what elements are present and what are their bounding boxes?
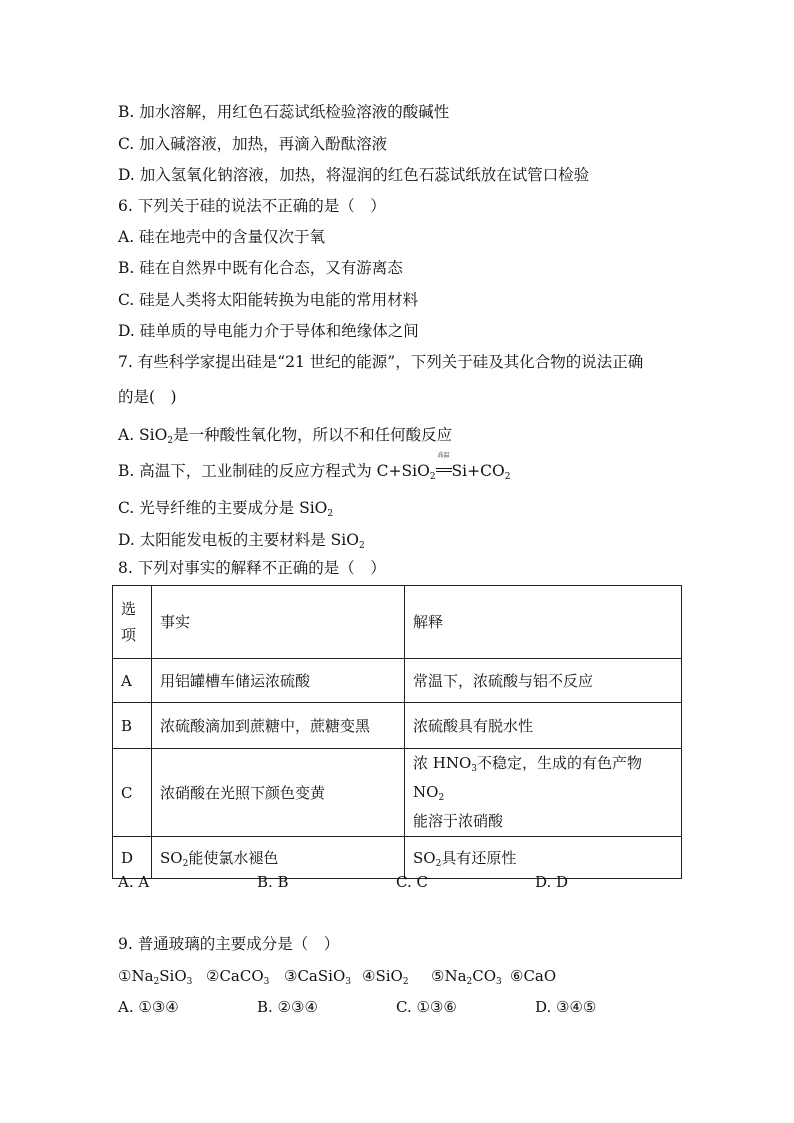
q5-option-d: D. 加入氢氧化钠溶液，加热，将湿润的红色石蕊试纸放在试管口检验 [118, 166, 590, 184]
q9-item-2: ②CaCO$_3$ [206, 967, 270, 987]
table-row [113, 749, 682, 837]
q8-answer-b: B. B [257, 873, 289, 891]
header-fact: 事实 [152, 586, 405, 659]
equals-sign [436, 468, 452, 472]
q9-answer-b: B. ②③④ [257, 998, 318, 1016]
q9-item-4: ④SiO$_2$ [362, 967, 409, 987]
q5-option-c: C. 加入碱溶液，加热，再滴入酚酞溶液 [118, 135, 388, 153]
row-fact: 浓硝酸在光照下颜色变黄 [152, 749, 405, 837]
table-header-row [113, 586, 682, 659]
q9-item-3: ③CaSiO$_3$ [284, 967, 351, 987]
q8-table [112, 585, 682, 879]
q5-option-b: B. 加水溶解，用红色石蕊试纸检验溶液的酸碱性 [118, 103, 450, 121]
q9-answer-a: A. ①③④ [118, 998, 179, 1016]
q6-option-b: B. 硅在自然界中既有化合态，又有游离态 [118, 259, 403, 277]
q9-items [118, 966, 678, 986]
q7-option-c: C. 光导纤维的主要成分是 SiO$_2$ [118, 499, 334, 519]
q8-answers [118, 872, 678, 892]
q6-option-d: D. 硅单质的导电能力介于导体和绝缘体之间 [118, 322, 419, 340]
row-fact: 用铝罐槽车储运浓硫酸 [152, 659, 405, 703]
row-option: C [113, 749, 152, 837]
q7-option-b: B. 高温下，工业制硅的反应方程式为 C+SiO$_2$ 高温 $Si+CO_2$ [118, 452, 511, 482]
q7-stem-line2: 的是( ) [118, 388, 177, 406]
table-row [113, 659, 682, 703]
q9-item-6: ⑥CaO [510, 967, 557, 985]
row-fact: 浓硫酸滴加到蔗糖中，蔗糖变黑 [152, 703, 405, 749]
q9-stem: 9. 普通玻璃的主要成分是（ ） [118, 935, 340, 953]
q6-option-a: A. 硅在地壳中的含量仅次于氧 [118, 228, 326, 246]
q9-answer-c: C. ①③⑥ [396, 998, 457, 1016]
row-explain: 浓 $HNO_3$不稳定，生成的有色产物 $NO_2$ 能溶于浓硝酸 [405, 749, 682, 837]
q8-stem: 8. 下列对事实的解释不正确的是（ ） [118, 559, 386, 577]
q8-answer-c: C. C [396, 873, 428, 891]
q9-answers [118, 997, 678, 1017]
q7-option-d: D. 太阳能发电板的主要材料是 SiO$_2$ [118, 531, 365, 551]
row-explain: 浓硫酸具有脱水性 [405, 703, 682, 749]
row-option: D [113, 837, 152, 879]
table-row [113, 703, 682, 749]
q7-stem-line1: 7. 有些科学家提出硅是“21 世纪的能源”，下列关于硅及其化合物的说法正确 [118, 353, 644, 371]
q9-item-5: $⑤Na_2CO_3$ [431, 967, 502, 987]
row-option: B [113, 703, 152, 749]
q7-option-a: A. SiO$_2$是一种酸性氧化物，所以不和任何酸反应 [118, 426, 453, 446]
row-explain: $SO_2$具有还原性 [405, 837, 682, 879]
q8-answer-d: D. D [535, 873, 569, 891]
q9-item-1: $①Na_2SiO_3$ [118, 967, 193, 987]
row-fact: $SO_2$能使氯水褪色 [152, 837, 405, 879]
header-explain: 解释 [405, 586, 682, 659]
header-option: 选 项 [113, 586, 152, 659]
row-explain: 常温下，浓硫酸与铝不反应 [405, 659, 682, 703]
q9-answer-d: D. ③④⑤ [535, 998, 597, 1016]
q6-stem: 6. 下列关于硅的说法不正确的是（ ） [118, 197, 386, 215]
reaction-condition: 高温 [436, 461, 452, 481]
row-option: A [113, 659, 152, 703]
q6-option-c: C. 硅是人类将太阳能转换为电能的常用材料 [118, 291, 419, 309]
q8-answer-a: A. A [118, 873, 150, 891]
